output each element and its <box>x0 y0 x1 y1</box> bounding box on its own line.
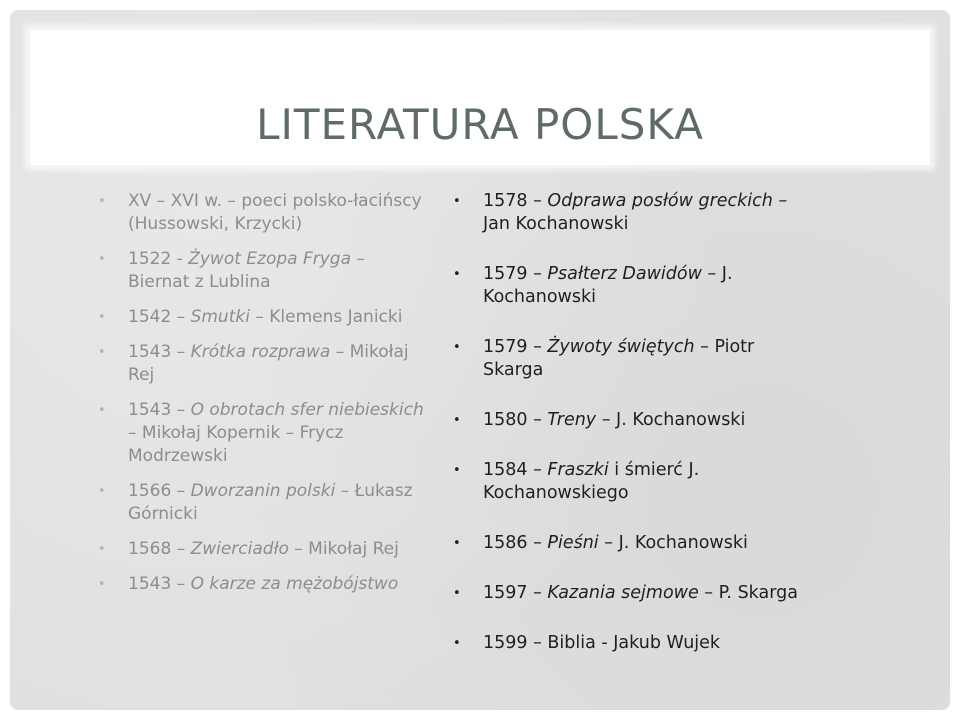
item-year: 1579 – <box>483 264 548 284</box>
bullet-icon: • <box>98 577 106 592</box>
title-box <box>29 29 931 166</box>
list-item <box>453 190 813 236</box>
item-author: – Biernat z Lublina <box>128 249 365 292</box>
item-title: Pieśni <box>547 533 599 553</box>
list-item <box>453 409 813 432</box>
item-title: Psałterz Dawidów <box>547 264 702 284</box>
list-item <box>98 538 428 561</box>
item-author: – J. Kochanowski <box>598 533 748 553</box>
list-item <box>453 459 813 505</box>
left-column-list <box>98 190 428 608</box>
item-author: – Mikołaj Rej <box>128 342 409 385</box>
list-item <box>98 573 428 596</box>
bullet-icon: • <box>453 267 461 282</box>
item-title: O karze za mężobójstwo <box>190 574 399 594</box>
slide-title: LITERATURA POLSKA <box>256 100 704 149</box>
list-item <box>98 306 428 329</box>
bullet-icon: • <box>453 194 461 209</box>
item-year: 1522 - <box>128 249 189 269</box>
list-item <box>98 190 428 236</box>
item-title: Żywoty świętych <box>547 337 695 357</box>
list-item <box>98 480 428 526</box>
item-title: Kazania sejmowe <box>547 583 699 603</box>
list-item <box>98 248 428 294</box>
list-item <box>453 632 813 655</box>
item-author: – Klemens Janicki <box>249 307 403 327</box>
bullet-icon: • <box>453 536 461 551</box>
item-author: i śmierć J. Kochanowskiego <box>483 460 700 503</box>
item-title: Smutki <box>190 307 250 327</box>
item-year: 1580 – <box>483 410 548 430</box>
item-year: 1566 – <box>128 481 191 501</box>
item-year: 1542 – <box>128 307 191 327</box>
list-item <box>453 263 813 309</box>
item-year: 1584 – <box>483 460 548 480</box>
item-year: 1579 – <box>483 337 548 357</box>
item-title: Krótka rozprawa <box>190 342 331 362</box>
bullet-icon: • <box>98 403 106 418</box>
item-title: Odprawa posłów greckich <box>547 191 773 211</box>
bullet-icon: • <box>453 586 461 601</box>
item-author: – P. Skarga <box>698 583 798 603</box>
bullet-icon: • <box>98 310 106 325</box>
bullet-icon: • <box>98 252 106 267</box>
item-author: – Piotr Skarga <box>483 337 755 380</box>
item-author: – Mikołaj Rej <box>288 539 399 559</box>
bullet-icon: • <box>98 345 106 360</box>
bullet-icon: • <box>453 463 461 478</box>
bullet-icon: • <box>98 194 106 209</box>
item-year: 1599 – Biblia - Jakub Wujek <box>483 633 721 653</box>
bullet-icon: • <box>453 413 461 428</box>
item-year: 1568 – <box>128 539 191 559</box>
item-author: – J. Kochanowski <box>596 410 746 430</box>
item-title: Zwierciadło <box>190 539 289 559</box>
item-year: 1578 – <box>483 191 548 211</box>
list-item <box>98 341 428 387</box>
list-item <box>98 399 428 468</box>
item-text: XV – XVI w. – poeci polsko-łacińscy (Hussowski, Krzycki) <box>128 191 422 234</box>
item-year: 1543 – <box>128 400 191 420</box>
item-title: Fraszki <box>547 460 609 480</box>
item-title: Dworzanin polski <box>190 481 336 501</box>
item-title: O obrotach sfer niebieskich <box>190 400 424 420</box>
item-year: 1586 – <box>483 533 548 553</box>
list-item <box>453 582 813 605</box>
slide <box>10 10 950 710</box>
item-title: Treny <box>547 410 597 430</box>
item-year: 1543 – <box>128 342 191 362</box>
bullet-icon: • <box>453 340 461 355</box>
right-column-list <box>453 190 813 682</box>
item-author: – J. Kochanowski <box>483 264 733 307</box>
bullet-icon: • <box>98 542 106 557</box>
bullet-icon: • <box>453 636 461 651</box>
item-year: 1597 – <box>483 583 548 603</box>
item-title: Żywot Ezopa Fryga <box>188 249 352 269</box>
item-year: 1543 – <box>128 574 191 594</box>
item-author: – Łukasz Górnicki <box>128 481 413 524</box>
item-author: – Jan Kochanowski <box>483 191 788 234</box>
list-item <box>453 336 813 382</box>
list-item <box>453 532 813 555</box>
item-author: – Mikołaj Kopernik – Frycz Modrzewski <box>128 423 344 466</box>
bullet-icon: • <box>98 484 106 499</box>
